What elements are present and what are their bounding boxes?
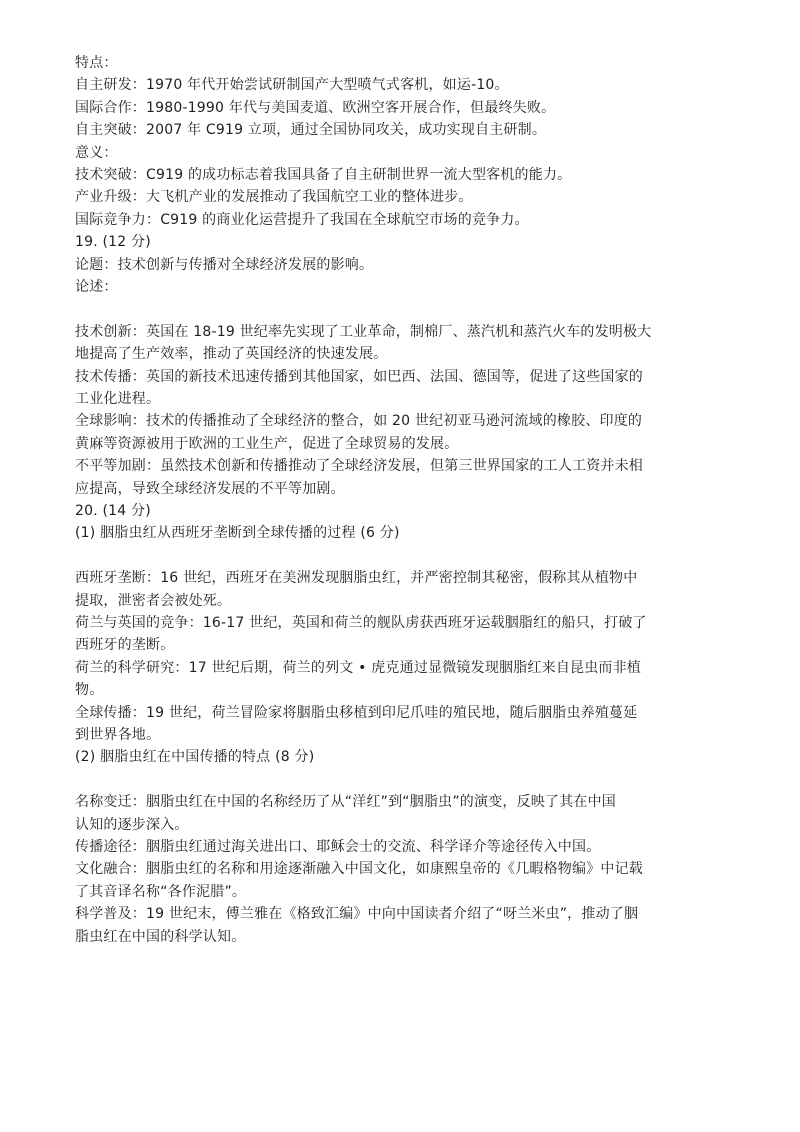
text-line: 工业化进程。 [75,391,161,407]
sub-question-heading: (1) 胭脂虫红从西班牙垄断到全球传播的过程 (6 分) [75,525,400,542]
text-line: 名称变迁：胭脂虫红在中国的名称经历了从“洋红”到“胭脂虫”的演变，反映了其在中国 [75,794,617,811]
text-line: 提取，泄密者会被处死。 [75,592,232,609]
text-line: 西班牙垄断：16 世纪，西班牙在美洲发现胭脂虫红，并严密控制其秘密，假称其从植物中 [75,570,638,587]
text-line: 认知的逐步深入。 [75,816,189,833]
text-line: 传播途径：胭脂虫红通过海关进出口、耶稣会士的交流、科学译介等途径传入中国。 [75,839,601,855]
text-line: 不平等加剧：虽然技术创新和传播推动了全球经济发展，但第三世界国家的工人工资并未相 [75,458,643,475]
label-argument: 论述： [75,279,118,295]
text-line: 了其音译名称“各作泥腊”。 [75,883,247,900]
text-line: 黄麻等资源被用于欧洲的工业生产，促进了全球贸易的发展。 [75,435,459,452]
text-line: 技术突破：C919 的成功标志着我国具备了自主研制世界一流大型客机的能力。 [75,167,572,183]
sub-question-heading: (2) 胭脂虫红在中国传播的特点 (8 分) [75,749,315,766]
text-line: 技术传播：英国的新技术迅速传播到其他国家，如巴西、法国、德国等，促进了这些国家的 [75,368,643,385]
text-line: 应提高，导致全球经济发展的不平等加剧。 [75,480,345,497]
text-line: 国际合作：1980-1990 年代与美国麦道、欧洲空客开展合作，但最终失败。 [75,99,556,116]
text-line: 科学普及：19 世纪末，傅兰雅在《格致汇编》中向中国读者介绍了“呀兰米虫”，推动了胭 [75,906,639,923]
text-line: 全球影响：技术的传播推动了全球经济的整合，如 20 世纪初亚马逊河流域的橡胶、印度的 [75,413,643,430]
text-line: 全球传播：19 世纪，荷兰冒险家将胭脂虫移植到印尼爪哇的殖民地，随后胭脂虫养殖蔓延 [75,704,638,721]
text-line: 荷兰与英国的竞争：16-17 世纪，英国和荷兰的舰队虏获西班牙运载胭脂红的船只，打破了 [75,615,647,631]
text-line: 脂虫红在中国的科学认知。 [75,928,246,945]
text-line: 技术创新：英国在 18-19 世纪率先实现了工业革命，制棉厂、蒸汽机和蒸汽火车的发明极大 [75,323,652,340]
text-line: 西班牙的垄断。 [75,637,175,654]
text-line: 文化融合：胭脂虫红的名称和用途逐渐融入中国文化，如康熙皇帝的《几暇格物编》中记载 [75,861,643,878]
text-line: 产业升级：大飞机产业的发展推动了我国航空工业的整体进步。 [75,189,473,206]
label-significance: 意义： [75,144,118,161]
text-line: 荷兰的科学研究：17 世纪后期，荷兰的列文 • 虎克通过显微镜发现胭脂红来自昆虫而非植 [75,659,642,676]
text-line: 自主研发：1970 年代开始尝试研制国产大型喷气式客机，如运-10。 [75,77,509,94]
text-line: 到世界各地。 [75,727,161,743]
text-line: 国际竞争力：C919 的商业化运营提升了我国在全球航空市场的竞争力。 [75,211,529,228]
text-line: 地提高了生产效率，推动了英国经济的快速发展。 [75,346,388,363]
label-features: 特点： [75,55,118,71]
question-heading-19: 19. (12 分) [75,234,151,251]
text-line: 自主突破：2007 年 C919 立项，通过全国协同攻关，成功实现自主研制。 [75,122,547,139]
text-line: 论题：技术创新与传播对全球经济发展的影响。 [75,256,374,273]
text-line: 物。 [75,682,104,699]
question-heading-20: 20. (14 分) [75,503,151,519]
